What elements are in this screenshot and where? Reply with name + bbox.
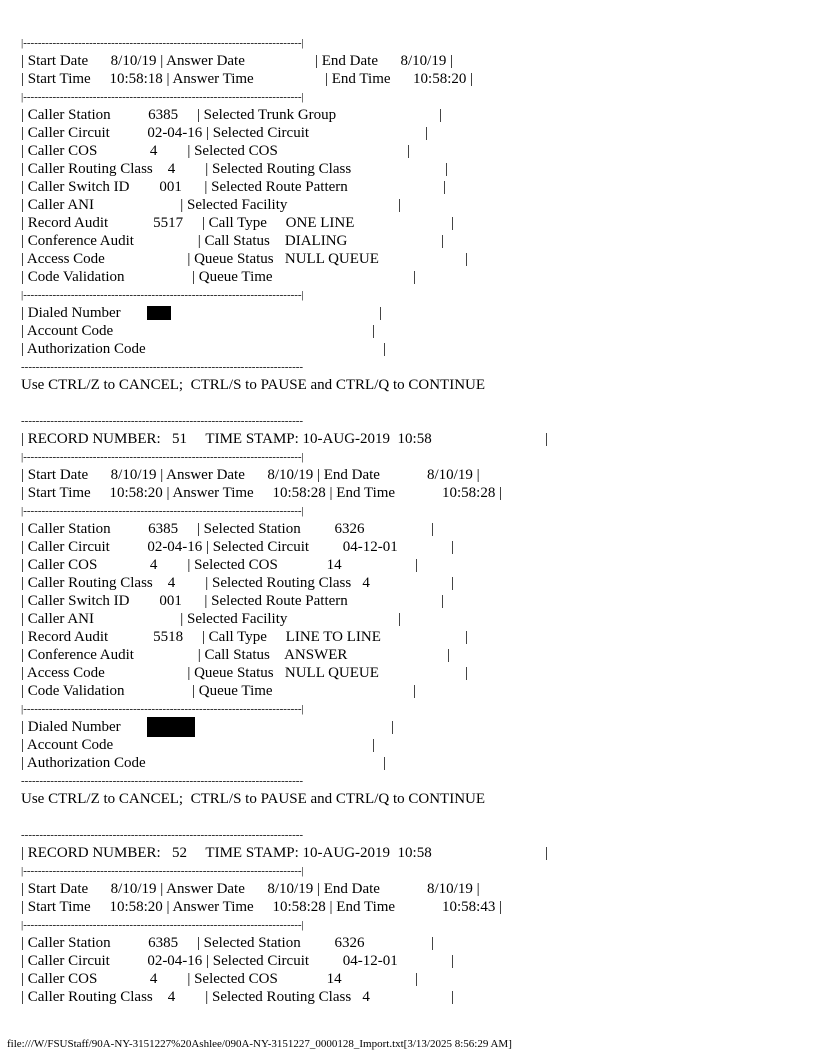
- field-row: | Caller Station 6385 | Selected Trunk Group |: [21, 107, 443, 123]
- field-row: | Caller COS 4 | Selected COS 14 |: [21, 557, 419, 573]
- continue-instructions: Use CTRL/Z to CANCEL; CTRL/S to PAUSE and CTRL/Q to CONTINUE: [21, 377, 486, 393]
- field-row: | Code Validation | Queue Time |: [21, 269, 417, 285]
- start-time-row: | Start Time 10:58:20 | Answer Time 10:58:28 | End Time 10:58:43 |: [21, 899, 503, 915]
- start-date-row: | Start Date 8/10/19 | Answer Date | End Date 8/10/19 |: [21, 53, 454, 69]
- redaction-box: [147, 306, 171, 320]
- field-row: | Caller Routing Class 4 | Selected Routing Class 4 |: [21, 989, 455, 1005]
- start-date-row: | Start Date 8/10/19 | Answer Date 8/10/19 | End Date 8/10/19 |: [21, 467, 480, 483]
- separator-line: |----------------------------------------------------------------------------|: [21, 703, 304, 715]
- separator-line: |----------------------------------------------------------------------------|: [21, 919, 304, 931]
- field-row: | Conference Audit | Call Status ANSWER |: [21, 647, 451, 663]
- continue-instructions: Use CTRL/Z to CANCEL; CTRL/S to PAUSE and CTRL/Q to CONTINUE: [21, 791, 486, 807]
- field-row: | Code Validation | Queue Time |: [21, 683, 417, 699]
- field-row: | Caller COS 4 | Selected COS 14 |: [21, 971, 419, 987]
- separator-line: |----------------------------------------------------------------------------|: [21, 451, 304, 463]
- field-row: | Access Code | Queue Status NULL QUEUE |: [21, 665, 469, 681]
- field-row: | Caller Switch ID 001 | Selected Route Pattern |: [21, 179, 447, 195]
- start-time-row: | Start Time 10:58:18 | Answer Time | End Time 10:58:20 |: [21, 71, 474, 87]
- field-row: | Caller Routing Class 4 | Selected Routing Class |: [21, 161, 449, 177]
- account-code-row: | Account Code |: [21, 323, 376, 339]
- record-header: | RECORD NUMBER: 51 TIME STAMP: 10-AUG-2019 10:58 |: [21, 431, 549, 447]
- separator-line: |----------------------------------------------------------------------------|: [21, 91, 304, 103]
- field-row: | Caller Circuit 02-04-16 | Selected Circuit 04-12-01 |: [21, 953, 455, 969]
- account-code-row: | Account Code |: [21, 737, 376, 753]
- field-row: | Caller Routing Class 4 | Selected Routing Class 4 |: [21, 575, 455, 591]
- redaction-box: [147, 717, 195, 737]
- field-row: | Caller Switch ID 001 | Selected Route Pattern |: [21, 593, 445, 609]
- authorization-code-row: | Authorization Code |: [21, 341, 387, 357]
- field-row: | Caller Circuit 02-04-16 | Selected Circuit 04-12-01 |: [21, 539, 455, 555]
- field-row: | Caller Circuit 02-04-16 | Selected Circuit |: [21, 125, 429, 141]
- separator-line: |----------------------------------------------------------------------------|: [21, 37, 304, 49]
- authorization-code-row: | Authorization Code |: [21, 755, 387, 771]
- document-body: [21, 34, 816, 1006]
- separator-line: |----------------------------------------------------------------------------|: [21, 505, 304, 517]
- field-row: | Caller ANI | Selected Facility |: [21, 197, 402, 213]
- separator-line: |----------------------------------------------------------------------------|: [21, 289, 304, 301]
- field-row: | Record Audit 5517 | Call Type ONE LINE |: [21, 215, 455, 231]
- file-path-footer: file:///W/FSUStaff/90A-NY-3151227%20Ashlee/090A-NY-3151227_0000128_Import.txt[3/13/2025 8:56:29 AM]: [7, 1038, 512, 1050]
- field-row: | Caller Station 6385 | Selected Station 6326 |: [21, 935, 435, 951]
- start-time-row: | Start Time 10:58:20 | Answer Time 10:58:28 | End Time 10:58:28 |: [21, 485, 503, 501]
- field-row: | Record Audit 5518 | Call Type LINE TO LINE |: [21, 629, 469, 645]
- separator-line: -----------------------------------------------------------------------------: [21, 829, 304, 841]
- start-date-row: | Start Date 8/10/19 | Answer Date 8/10/19 | End Date 8/10/19 |: [21, 881, 480, 897]
- field-row: | Caller COS 4 | Selected COS |: [21, 143, 411, 159]
- field-row: | Caller Station 6385 | Selected Station 6326 |: [21, 521, 435, 537]
- field-row: | Conference Audit | Call Status DIALING |: [21, 233, 445, 249]
- dialed-number-row: | Dialed Number |: [21, 719, 395, 735]
- field-row: | Access Code | Queue Status NULL QUEUE |: [21, 251, 469, 267]
- field-row: | Caller ANI | Selected Facility |: [21, 611, 402, 627]
- separator-line: -----------------------------------------------------------------------------: [21, 775, 304, 787]
- dialed-number-row: | Dialed Number |: [21, 305, 383, 321]
- separator-line: -----------------------------------------------------------------------------: [21, 415, 304, 427]
- record-header: | RECORD NUMBER: 52 TIME STAMP: 10-AUG-2019 10:58 |: [21, 845, 549, 861]
- separator-line: |----------------------------------------------------------------------------|: [21, 865, 304, 877]
- separator-line: -----------------------------------------------------------------------------: [21, 361, 304, 373]
